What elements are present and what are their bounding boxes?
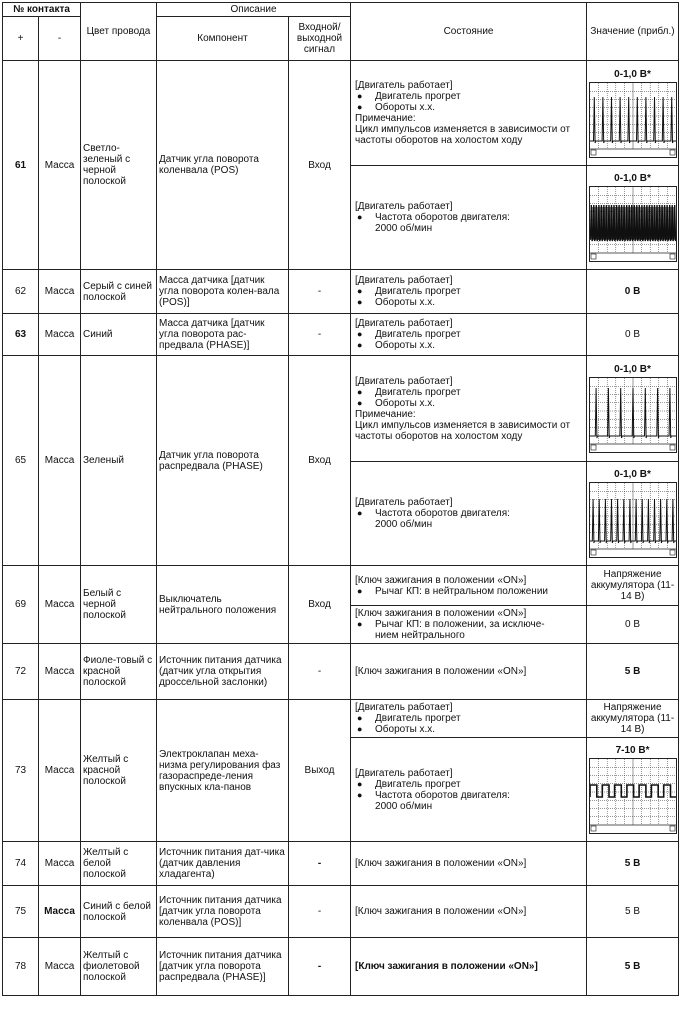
condition-head: [Двигатель работает] [355,702,453,713]
condition-item: ● Двигатель прогрет [355,286,582,297]
condition: [Ключ зажигания в положении «ON»] [351,644,587,700]
condition [351,356,587,462]
ground-cell: Масса [39,356,81,566]
waveform-pulse-dense [590,187,676,261]
condition-head: [Ключ зажигания в положении «ON»] [355,608,527,619]
note-text: Цикл импульсов изменяется в зависимости от частоты оборотов на холостом ходу [355,124,571,146]
wire-color: Синий [81,314,157,356]
note-label: Примечание: [355,113,416,124]
ground-cell: Масса [39,566,81,644]
condition [351,566,587,606]
value-cell: 5 В [587,842,679,886]
pin-number: 65 [3,356,39,566]
header-io: Входной/ выходной сигнал [289,17,351,61]
wire-color: Белый с черной полоской [81,566,157,644]
condition-head: [Двигатель работает] [355,767,453,779]
value-label: 7-10 В* [615,745,650,756]
pin-number: 63 [3,314,39,356]
header-minus: - [39,17,81,61]
condition-item: ● Двигатель прогрет [355,779,582,790]
oscilloscope-trace [589,482,677,558]
note-text: Цикл импульсов изменяется в зависимости от частоты оборотов на холостом ходу [355,419,571,442]
oscilloscope-trace [589,186,677,262]
table-row [3,566,679,606]
condition-item: ● Двигатель прогрет [355,387,582,398]
condition [351,606,587,644]
condition-head: [Двигатель работает] [355,375,453,387]
condition-item: ● Обороты х.х. [355,340,582,351]
pin-table [2,2,679,996]
wire-color: Светло-зеленый с черной полоской [81,61,157,270]
value-cell: 0 В [587,314,679,356]
condition-head: [Двигатель работает] [355,318,453,329]
table-row [3,700,679,738]
condition [351,166,587,270]
condition-item: ● Обороты х.х. [355,297,582,308]
value-cell: 5 В [587,644,679,700]
waveform-pulse-sparse [590,378,676,452]
table-row [3,61,679,166]
condition-head: [Двигатель работает] [355,497,453,508]
component: Выключатель нейтрального положения [157,566,289,644]
pin-number: 62 [3,270,39,314]
value-cell: 0 В [587,606,679,644]
table-row [3,842,679,886]
header-value: Значение (прибл.) [587,3,679,61]
condition [351,738,587,842]
ground-cell: Масса [39,314,81,356]
condition-item: ● Обороты х.х. [355,102,582,113]
header-description: Описание [157,3,351,17]
condition-item: нием нейтрального [375,630,465,641]
condition-item: 2000 об/мин [375,519,433,530]
component: Источник питания дат-чика (датчик давления хладагента) [157,842,289,886]
value-cell [587,462,679,566]
condition: [Ключ зажигания в положении «ON»] [351,886,587,938]
header-component: Компонент [157,17,289,61]
note-label: Примечание: [355,408,416,420]
condition [351,462,587,566]
table-row [3,938,679,996]
pin-number: 61 [3,61,39,270]
io-signal: Вход [289,566,351,644]
condition [351,700,587,738]
value-cell: 0 В [587,270,679,314]
wire-color: Синий с белой полоской [81,886,157,938]
wire-color: Желтый с фиолетовой полоской [81,938,157,996]
waveform-square [590,759,676,833]
value-cell: Напряжение аккумулятора (11-14 В) [587,566,679,606]
pin-number: 75 [3,886,39,938]
value-label: 0-1,0 В* [614,469,651,480]
oscilloscope-trace [589,82,677,158]
io-signal: Вход [289,356,351,566]
oscilloscope-trace [589,758,677,834]
io-signal: - [289,270,351,314]
value-cell [587,356,679,462]
wire-color: Зеленый [81,356,157,566]
header-row-1 [3,3,679,17]
condition-item: ● Обороты х.х. [355,724,582,735]
condition-item: ● Двигатель прогрет [355,91,582,102]
pin-number: 73 [3,700,39,842]
waveform-pulse-narrow [590,83,676,157]
value-label: 0-1,0 В* [614,68,651,80]
component: Датчик угла поворота коленвала (POS) [157,61,289,270]
wire-color: Фиоле-товый с красной полоской [81,644,157,700]
condition-head: [Двигатель работает] [355,201,453,212]
ground-cell: Масса [39,270,81,314]
value-label: 0-1,0 В* [614,364,651,375]
table-row [3,644,679,700]
waveform-pulse-medium [590,483,676,557]
io-signal: Выход [289,700,351,842]
wire-color: Желтый с белой полоской [81,842,157,886]
pin-number: 74 [3,842,39,886]
condition-item: ● Двигатель прогрет [355,713,582,724]
condition-item: ● Частота оборотов двигателя: [355,212,582,223]
io-signal: - [289,842,351,886]
value-cell [587,61,679,166]
value-cell: Напряжение аккумулятора (11-14 В) [587,700,679,738]
ground-cell: Масса [39,61,81,270]
table-row [3,356,679,462]
value-cell: 5 В [587,938,679,996]
condition [351,61,587,166]
component: Источник питания датчика [датчик угла поворота коленвала (POS)] [157,886,289,938]
header-condition: Состояние [351,3,587,61]
io-signal: - [289,314,351,356]
component: Электроклапан меха-низма регулирования фаз газораспреде-ления впускных кла-панов [157,700,289,842]
pin-number: 72 [3,644,39,700]
pin-number: 69 [3,566,39,644]
header-color: Цвет провода [81,3,157,61]
oscilloscope-trace [589,377,677,453]
wire-color: Серый с синей полоской [81,270,157,314]
value-cell [587,738,679,842]
condition-head: [Двигатель работает] [355,80,453,91]
pin-number: 78 [3,938,39,996]
condition [351,270,587,314]
condition-head: [Ключ зажигания в положении «ON»] [355,574,527,586]
condition: [Ключ зажигания в положении «ON»] [351,842,587,886]
condition-item: 2000 об/мин [375,800,433,812]
io-signal: - [289,938,351,996]
condition-head: [Двигатель работает] [355,275,453,286]
ground-cell: Масса [39,938,81,996]
scope-grid [590,483,676,549]
io-signal: Вход [289,61,351,270]
table-row [3,270,679,314]
value-cell [587,166,679,270]
condition: [Ключ зажигания в положении «ON»] [351,938,587,996]
table-row [3,886,679,938]
condition-item: ● Рычаг КП: в нейтральном положении [355,586,582,597]
condition-item: ● Обороты х.х. [355,398,582,409]
ground-cell: Масса [39,700,81,842]
header-contact: № контакта [3,3,81,17]
component: Масса датчика [датчик угла поворота колен-вала (POS)] [157,270,289,314]
condition-item: ● Рычаг КП: в положении, за исключе- [355,619,582,630]
io-signal: - [289,886,351,938]
condition-item: 2000 об/мин [375,223,433,234]
header-plus: + [3,17,39,61]
value-label: 0-1,0 В* [614,173,651,184]
table-row [3,314,679,356]
io-signal: - [289,644,351,700]
condition [351,314,587,356]
ground-cell: Масса [39,842,81,886]
component: Датчик угла поворота распредвала (PHASE) [157,356,289,566]
ground-cell: Масса [39,644,81,700]
wire-color: Желтый с красной полоской [81,700,157,842]
condition-item: ● Частота оборотов двигателя: [355,790,582,801]
component: Масса датчика [датчик угла поворота рас-предвала (PHASE)] [157,314,289,356]
component: Источник питания датчика [датчик угла поворота распредвала (PHASE)] [157,938,289,996]
condition-item: ● Частота оборотов двигателя: [355,508,582,519]
value-cell: 5 В [587,886,679,938]
component: Источник питания датчика (датчик угла открытия дроссельной заслонки) [157,644,289,700]
condition-item: ● Двигатель прогрет [355,329,582,340]
ground-cell: Масса [39,886,81,938]
